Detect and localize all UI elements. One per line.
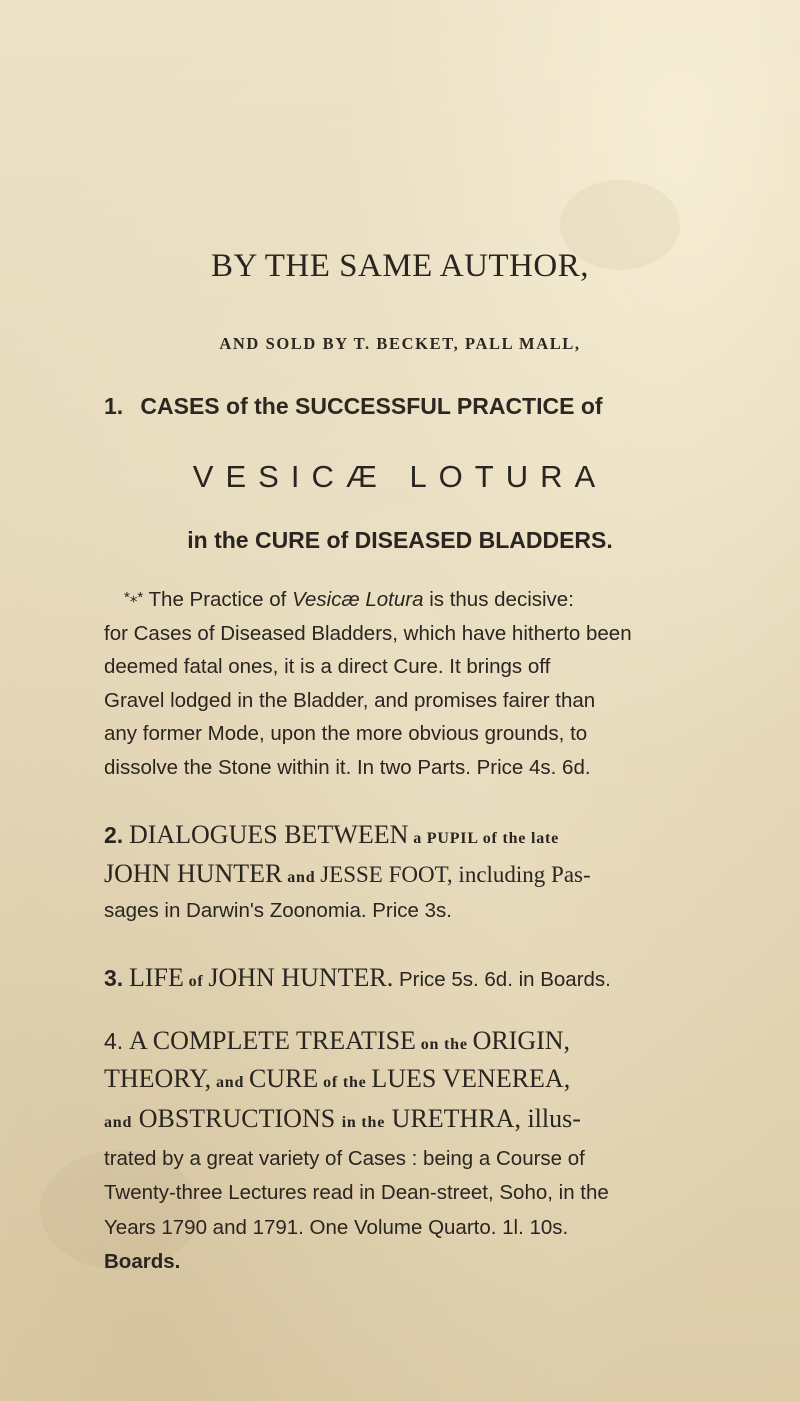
item-4-line-7: Boards. [104,1250,181,1273]
item-4-line-2: THEORY, and CURE of the LUES VENEREA, [104,1064,571,1093]
item-3-line-1: 3. LIFE of JOHN HUNTER. Price 5s. 6d. in Boards. [104,963,611,992]
item-3-number: 3. [104,965,124,991]
item-1-title-tail: in the CURE of DISEASED BLADDERS. [187,527,613,553]
item-4-line-5: Twenty-three Lectures read in Dean-street, Soho, in the [104,1181,609,1204]
item-1-note-line-1: *⁎* The Practice of Vesicæ Lotura is thus decisive: [124,588,574,611]
item-4-number: 4. [104,1028,124,1054]
item-2-line-3: sages in Darwin's Zoonomia. Price 3s. [104,899,452,922]
item-1-title-text: CASES of the SUCCESSFUL PRACTICE of [140,393,603,419]
item-1-note [104,581,684,784]
author-heading: BY THE SAME AUTHOR, [210,248,590,284]
item-4-line-6: Years 1790 and 1791. One Volume Quarto. 1l. 10s. [104,1216,569,1239]
item-4-line-1: 4. A COMPLETE TREATISE on the ORIGIN, [104,1026,571,1055]
item-1-note-line-3: deemed fatal ones, it is a direct Cure. It brings off [104,655,551,678]
item-2-line-2: JOHN HUNTER and JESSE FOOT, including Pas- [104,859,591,888]
item-1-note-line-5: any former Mode, upon the more obvious grounds, to [104,722,588,745]
item-2-line-1: 2. DIALOGUES BETWEEN a PUPIL of the late [104,820,560,849]
item-1-note-line-2: for Cases of Diseased Bladders, which have hitherto been [104,621,632,645]
item-1-title [104,393,603,420]
item-1-note-line-6: dissolve the Stone within it. In two Parts. Price 4s. 6d. [104,755,591,779]
asterism-mark: *⁎* [124,589,144,606]
item-1-title-big: VESICÆ LOTURA [192,459,608,494]
item-4-line-3: and OBSTRUCTIONS in the URETHRA, illus- [104,1104,581,1133]
item-2-number: 2. [104,822,124,848]
item-1-number: 1. [104,393,124,419]
item-4-line-4: trated by a great variety of Cases : being a Course of [104,1147,585,1170]
publisher-line: AND SOLD BY T. BECKET, PALL MALL, [219,334,581,353]
item-1-note-line-4: Gravel lodged in the Bladder, and promises fairer than [104,688,596,712]
